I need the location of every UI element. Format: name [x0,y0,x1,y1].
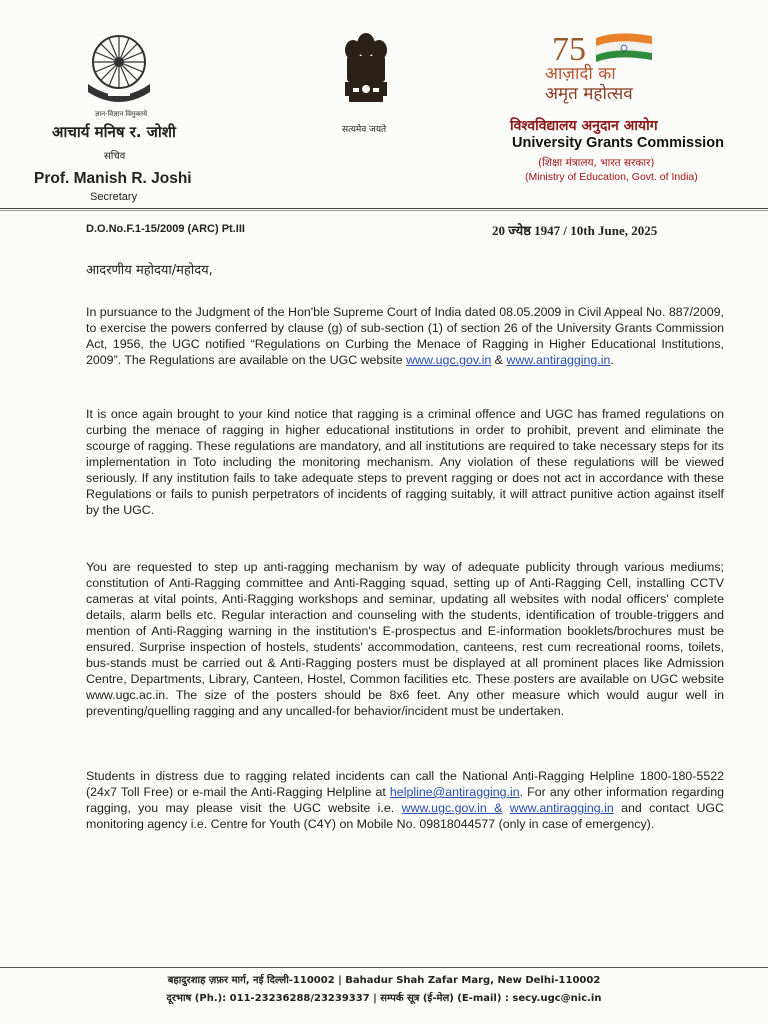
paragraph-1 [86,304,724,368]
header-divider-secondary [0,210,768,211]
commission-name: University Grants Commission [512,135,724,151]
paragraph-3-end: . The size of the posters should be 8x6 feet. Any other measure which would augur well in preventing/quelling ragging and any uncalled-for behavior/incident must be undertaken. [86,688,724,718]
ministry-hindi: (शिक्षा मंत्रालय, भारत सरकार) [538,157,655,169]
ugc-website-link-2[interactable]: www.ugc.gov.in & [401,801,503,815]
ugc-website-link[interactable]: www.ugc.gov.in [406,353,492,367]
azadi-text [545,64,633,104]
secretary-name: Prof. Manish R. Joshi [34,170,192,187]
national-emblem-icon [343,30,389,116]
antiragging-website-link[interactable]: www.antiragging.in [506,353,611,367]
ugc-ac-website: www.ugc.ac.in [86,688,166,702]
antiragging-website-link-2[interactable]: www.antiragging.in [509,801,614,815]
secretary-name-hindi: आचार्य मनिष र. जोशी [52,123,176,141]
paragraph-4-text: Students in distress due to ragging related incidents can call the National Anti-Ragging Helpline 1800-180-5522 (24x7 Toll Free) or e-mail the Anti-Ragging Helpline at [86,769,724,799]
azadi-line-1: आज़ादी का [545,64,616,84]
paragraph-1-end: . [610,353,614,367]
footer-contact: दूरभाष (Ph.): 011-23236288/23239337 | सम्पर्क सूत्र (ई-मेल) (E-mail) : secy.ugc@nic.in [166,993,602,1004]
ministry-name: (Ministry of Education, Govt. of India) [525,171,698,183]
ugc-logo [80,28,158,110]
paragraph-2: It is once again brought to your kind notice that ragging is a criminal offence and UGC has framed regulations on curbing the menace of ragging in higher educational institutions in order to prohibit, prevent and eliminate the scourge of ragging. These regulations are mandatory, and all institutions are required to take necessary steps for its implementation in Toto including the monitoring mechanism. Any violation of these regulations will be viewed seriously. If any institution fails to take adequate steps to prevent ragging or does not act in accordance with these Regulations or fails to punish perpetrators of incidents of ragging suitably, it will attract punitive action against itself by the UGC. [86,407,724,517]
azadi-number: 75 [552,31,586,68]
paragraph-1-amp: & [491,353,507,367]
helpline-email-link[interactable]: helpline@antiragging.in [389,785,520,799]
secretary-title-hindi: सचिव [104,151,126,162]
salutation: आदरणीय महोदया/महोदय, [86,263,213,278]
letter-date: 20 ज्येष्ठ 1947 / 10th June, 2025 [492,223,658,238]
paragraph-1-text: In pursuance to the Judgment of the Hon'ble Supreme Court of India dated 08.05.2009 in Civil Appeal No. 887/2009, to exercise the powers conferred by clause (g) of sub-section (1) of section 26 of the University Grants Commission Act, 1956, the UGC notified “Regulations on Curbing the Menace of Ragging in Higher Educational Institutions, 2009”. The Regulations are available on the UGC website [86,305,724,367]
paragraph-3 [86,559,724,719]
paragraph-3-text: You are requested to step up anti-ragging mechanism by way of adequate publicity through various mediums; constitution of Anti-Ragging committee and Anti-Ragging squad, setting up of Anti-Ragging Cell, installing CCTV cameras at vital points, Anti-Ragging workshops and seminar, updating all websites with nodal officers' complete details, alarm bells etc. Regular interaction and counseling with the students, identification of trouble-triggers and mention of Anti-Ragging warning in the institution's E-prospectus and E-information booklets/brochures must be ensured. Surprise inspection of hostels, students' accommodation, canteens, rest cum recreational rooms, toilets, bus-stands must be carried out & Anti-Ragging posters must be displayed at all prominent places like Admission Centre, Departments, Library, Canteen, Hostel, Common facilities etc. These posters are available on UGC website [86,560,724,686]
paragraph-4 [86,768,724,832]
footer-address: बहादुरशाह ज़फ़र मार्ग, नई दिल्ली-110002 | Bahadur Shah Zafar Marg, New Delhi-110002 [167,975,601,986]
emblem-motto: सत्यमेव जयते [342,125,387,135]
header-divider [0,208,768,209]
azadi-line-2: अमृत महोत्सव [545,84,633,104]
footer-divider [0,967,768,968]
secretary-title: Secretary [90,191,138,203]
paragraph-4-end: and contact UGC monitoring agency i.e. Centre for Youth (C4Y) on Mobile No. 09818044577 (only in case of emergency). [86,801,725,831]
paragraph-4-mid: . For any other information regarding ragging, you may please visit the UGC website i.e. [86,785,725,815]
ugc-motto: ज्ञान-विज्ञान विमुक्तये [94,111,148,118]
commission-name-hindi: विश्वविद्यालय अनुदान आयोग [510,118,658,134]
reference-number: D.O.No.F.1-15/2009 (ARC) Pt.III [86,223,245,235]
